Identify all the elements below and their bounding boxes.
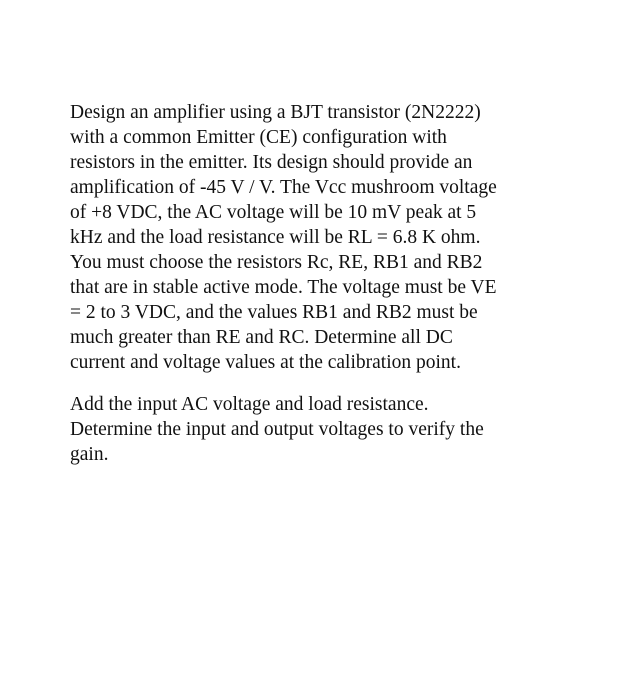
text-line: much greater than RE and RC. Determine all DC (70, 327, 453, 348)
text-line: that are in stable active mode. The voltage must be VE (70, 277, 497, 298)
problem-statement (70, 100, 550, 467)
text-line: of +8 VDC, the AC voltage will be 10 mV peak at 5 (70, 202, 477, 223)
text-line: with a common Emitter (CE) configuration with (70, 127, 447, 148)
paragraph-verification (70, 392, 550, 467)
text-line: amplification of -45 V / V. The Vcc mushroom voltage (70, 177, 497, 198)
text-line: Design an amplifier using a BJT transistor (2N2222) (70, 102, 481, 123)
paragraph-design-requirements (70, 100, 550, 375)
text-line: Determine the input and output voltages to verify the (70, 419, 484, 440)
text-line: gain. (70, 444, 109, 465)
text-line: current and voltage values at the calibration point. (70, 352, 461, 373)
text-line: kHz and the load resistance will be RL = 6.8 K ohm. (70, 227, 481, 248)
text-line: resistors in the emitter. Its design should provide an (70, 152, 473, 173)
text-line: Add the input AC voltage and load resistance. (70, 394, 429, 415)
text-line: = 2 to 3 VDC, and the values RB1 and RB2 must be (70, 302, 478, 323)
text-line: You must choose the resistors Rc, RE, RB1 and RB2 (70, 252, 483, 273)
paragraph-spacer (70, 375, 550, 392)
